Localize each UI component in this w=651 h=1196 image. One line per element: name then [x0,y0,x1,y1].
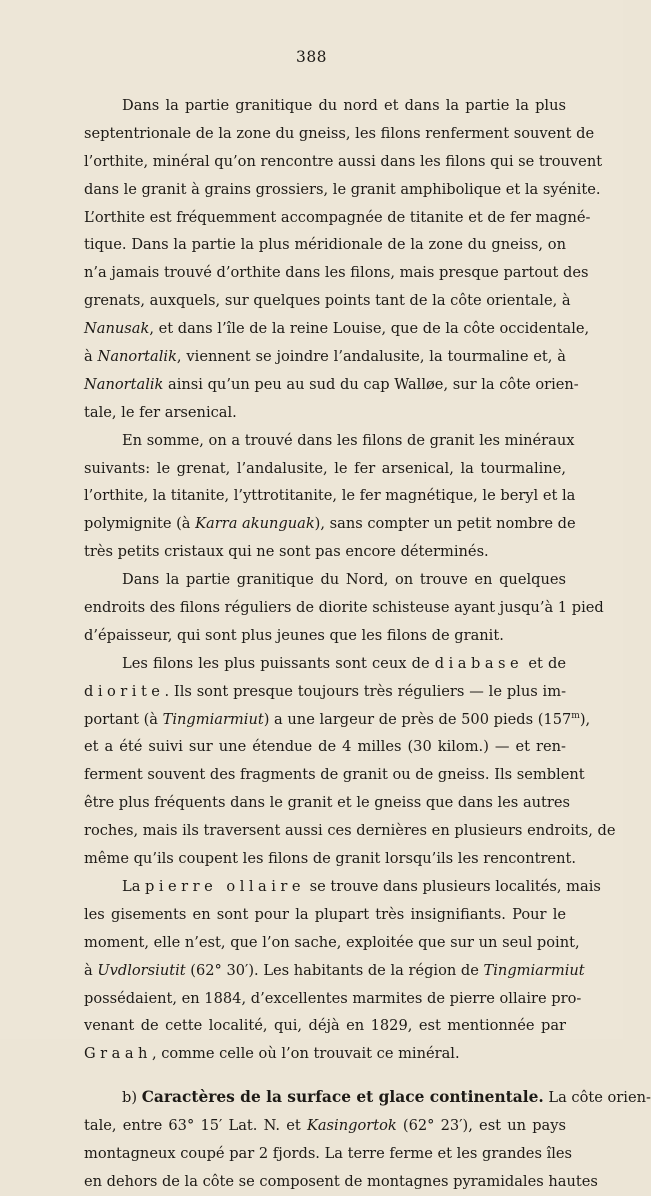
text-line [84,259,589,287]
text-line [84,399,566,427]
text-segment: roches, mais ils traversent aussi ces dernières en plusieurs endroits, de [84,822,616,840]
text-segment: se trouve dans plusieurs localités, mais [305,877,601,895]
text-segment: venant de cette localité, qui, déjà en 1829, est mentionnée par [84,1017,566,1035]
text-segment: b) [122,1089,142,1107]
text-segment: d’épaisseur, qui sont plus jeunes que les filons de granit. [84,626,504,644]
text-segment: endroits des filons réguliers de diorite schisteuse ayant jusqu’à 1 pied [84,599,604,617]
text-segment: montagneux coupé par 2 fjords. La terre ferme et les grandes îles [84,1144,573,1162]
text-line [84,538,566,566]
text-segment: même qu’ils coupent les filons de granit lorsqu’ils les rencontrent. [84,850,576,868]
text-segment: (62° 23′), est un pays [396,1117,566,1135]
text-line [84,455,566,483]
text-segment: portant (à [84,710,163,728]
text-line [84,343,566,371]
text-line [84,427,575,455]
italic-text: Tingmiarmiut [162,710,264,728]
body-text [84,92,651,1196]
spaced-text: pierre ollaire [145,877,306,895]
italic-text: Uvdlorsiutit [97,961,186,979]
text-line [84,1112,566,1140]
text-segment: et de [523,654,566,672]
text-line [84,92,566,120]
text-line [84,901,566,929]
section-gap [84,1068,566,1084]
text-line [84,1140,573,1168]
text-line [84,789,571,817]
text-segment: (62° 30′). Les habitants de la région de [185,961,484,979]
text-line [84,176,601,204]
text-line [84,873,601,901]
text-line [84,594,604,622]
text-segment: grenats, auxquels, sur quelques points tant de la côte orientale, à [84,292,571,310]
text-segment: Les filons les plus puissants sont ceux de [122,654,435,672]
text-line [84,1040,566,1068]
italic-text: Nanortalik [97,348,177,366]
text-segment: ) a une largeur de près de 500 pieds (157 [263,710,572,728]
text-line [84,1168,598,1196]
text-segment: à [84,348,98,366]
spaced-text: diorite [84,682,165,700]
text-line [84,315,590,343]
text-segment: , et dans l’île de la reine Louise, que de la côte occidentale, [149,320,590,338]
text-segment: La côte orien- [543,1089,651,1107]
text-segment: La [122,877,146,895]
text-line [84,482,576,510]
text-line [84,120,595,148]
text-segment: en dehors de la côte se composent de montagnes pyramidales hautes [84,1172,598,1190]
text-segment: les gisements en sont pour la plupart très insignifiants. Pour le [84,905,566,923]
italic-text: Karra akunguak [195,515,315,533]
text-segment: polymignite (à [84,515,196,533]
text-line [84,761,585,789]
text-segment: ), [579,710,591,728]
text-line [84,733,566,761]
text-segment: dans le granit à grains grossiers, le granit amphibolique et la syénite. [84,180,601,198]
text-segment: . Ils sont presque toujours très réguliers — le plus im- [164,682,566,700]
text-segment: l’orthite, minéral qu’on rencontre aussi dans les filons qui se trouvent [84,152,603,170]
text-segment: En somme, on a trouvé dans les filons de granit les minéraux [122,431,575,449]
text-segment: tale, le fer arsenical. [84,403,237,421]
page-number: 388 [295,48,328,66]
text-line [84,845,576,873]
text-segment: très petits cristaux qui ne sont pas encore déterminés. [84,543,489,561]
text-line [84,231,566,259]
text-segment: l’orthite, la titanite, l’yttrotitanite, le fer magnétique, le beryl et la [84,487,576,505]
text-segment: et a été suivi sur une étendue de 4 milles (30 kilom.) — et ren- [84,738,566,756]
italic-text: Nanusak [84,320,150,338]
text-line [84,287,571,315]
text-line [84,1084,651,1112]
text-segment: suivants: le grenat, l’andalusite, le fer arsenical, la tourmaline, [84,459,566,477]
superscript-text: m [571,710,580,721]
italic-text: Kasingortok [306,1117,397,1135]
text-line [84,650,566,678]
text-segment: L’orthite est fréquemment accompagnée de titanite et de fer magné- [84,208,591,226]
text-line [84,678,566,706]
text-segment: ), sans compter un petit nombre de [314,515,576,533]
text-segment: être plus fréquents dans le granit et le gneiss que dans les autres [84,794,571,812]
text-segment: ainsi qu’un peu au sud du cap Walløe, sur la côte orien- [163,375,579,393]
text-segment: tale, entre 63° 15′ Lat. N. et [84,1117,307,1135]
text-segment: , viennent se joindre l’andalusite, la tourmaline et, à [176,348,566,366]
text-line [84,204,591,232]
bold-heading: Caractères de la surface et glace continentale. [141,1088,544,1107]
text-line [84,706,591,734]
text-line [84,985,582,1013]
spaced-text: Graah [84,1045,152,1063]
text-line [84,929,580,957]
text-line [84,371,579,399]
text-line [84,817,616,845]
text-line [84,148,603,176]
text-segment: moment, elle n’est, que l’on sache, exploitée que sur un seul point, [84,933,580,951]
text-segment: septentrionale de la zone du gneiss, les filons renferment souvent de [84,124,595,142]
text-line [84,566,566,594]
text-line [84,1012,566,1040]
text-segment: n’a jamais trouvé d’orthite dans les filons, mais presque partout des [84,264,589,282]
italic-text: Tingmiarmiut [483,961,585,979]
text-segment: ferment souvent des fragments de granit ou de gneiss. Ils semblent [84,766,585,784]
spaced-text: diabase [434,654,524,672]
text-line [84,510,576,538]
italic-text: Nanortalik [84,375,164,393]
text-segment: Dans la partie granitique du Nord, on trouve en quelques [122,571,566,589]
text-segment: Dans la partie granitique du nord et dans la partie la plus [122,97,566,114]
text-segment: tique. Dans la partie la plus méridionale de la zone du gneiss, on [84,236,566,254]
text-segment: , comme celle où l’on trouvait ce minéral. [151,1045,460,1063]
text-line [84,957,585,985]
text-line [84,622,566,650]
text-segment: à [84,961,98,979]
text-segment: possédaient, en 1884, d’excellentes marmites de pierre ollaire pro- [84,989,582,1007]
